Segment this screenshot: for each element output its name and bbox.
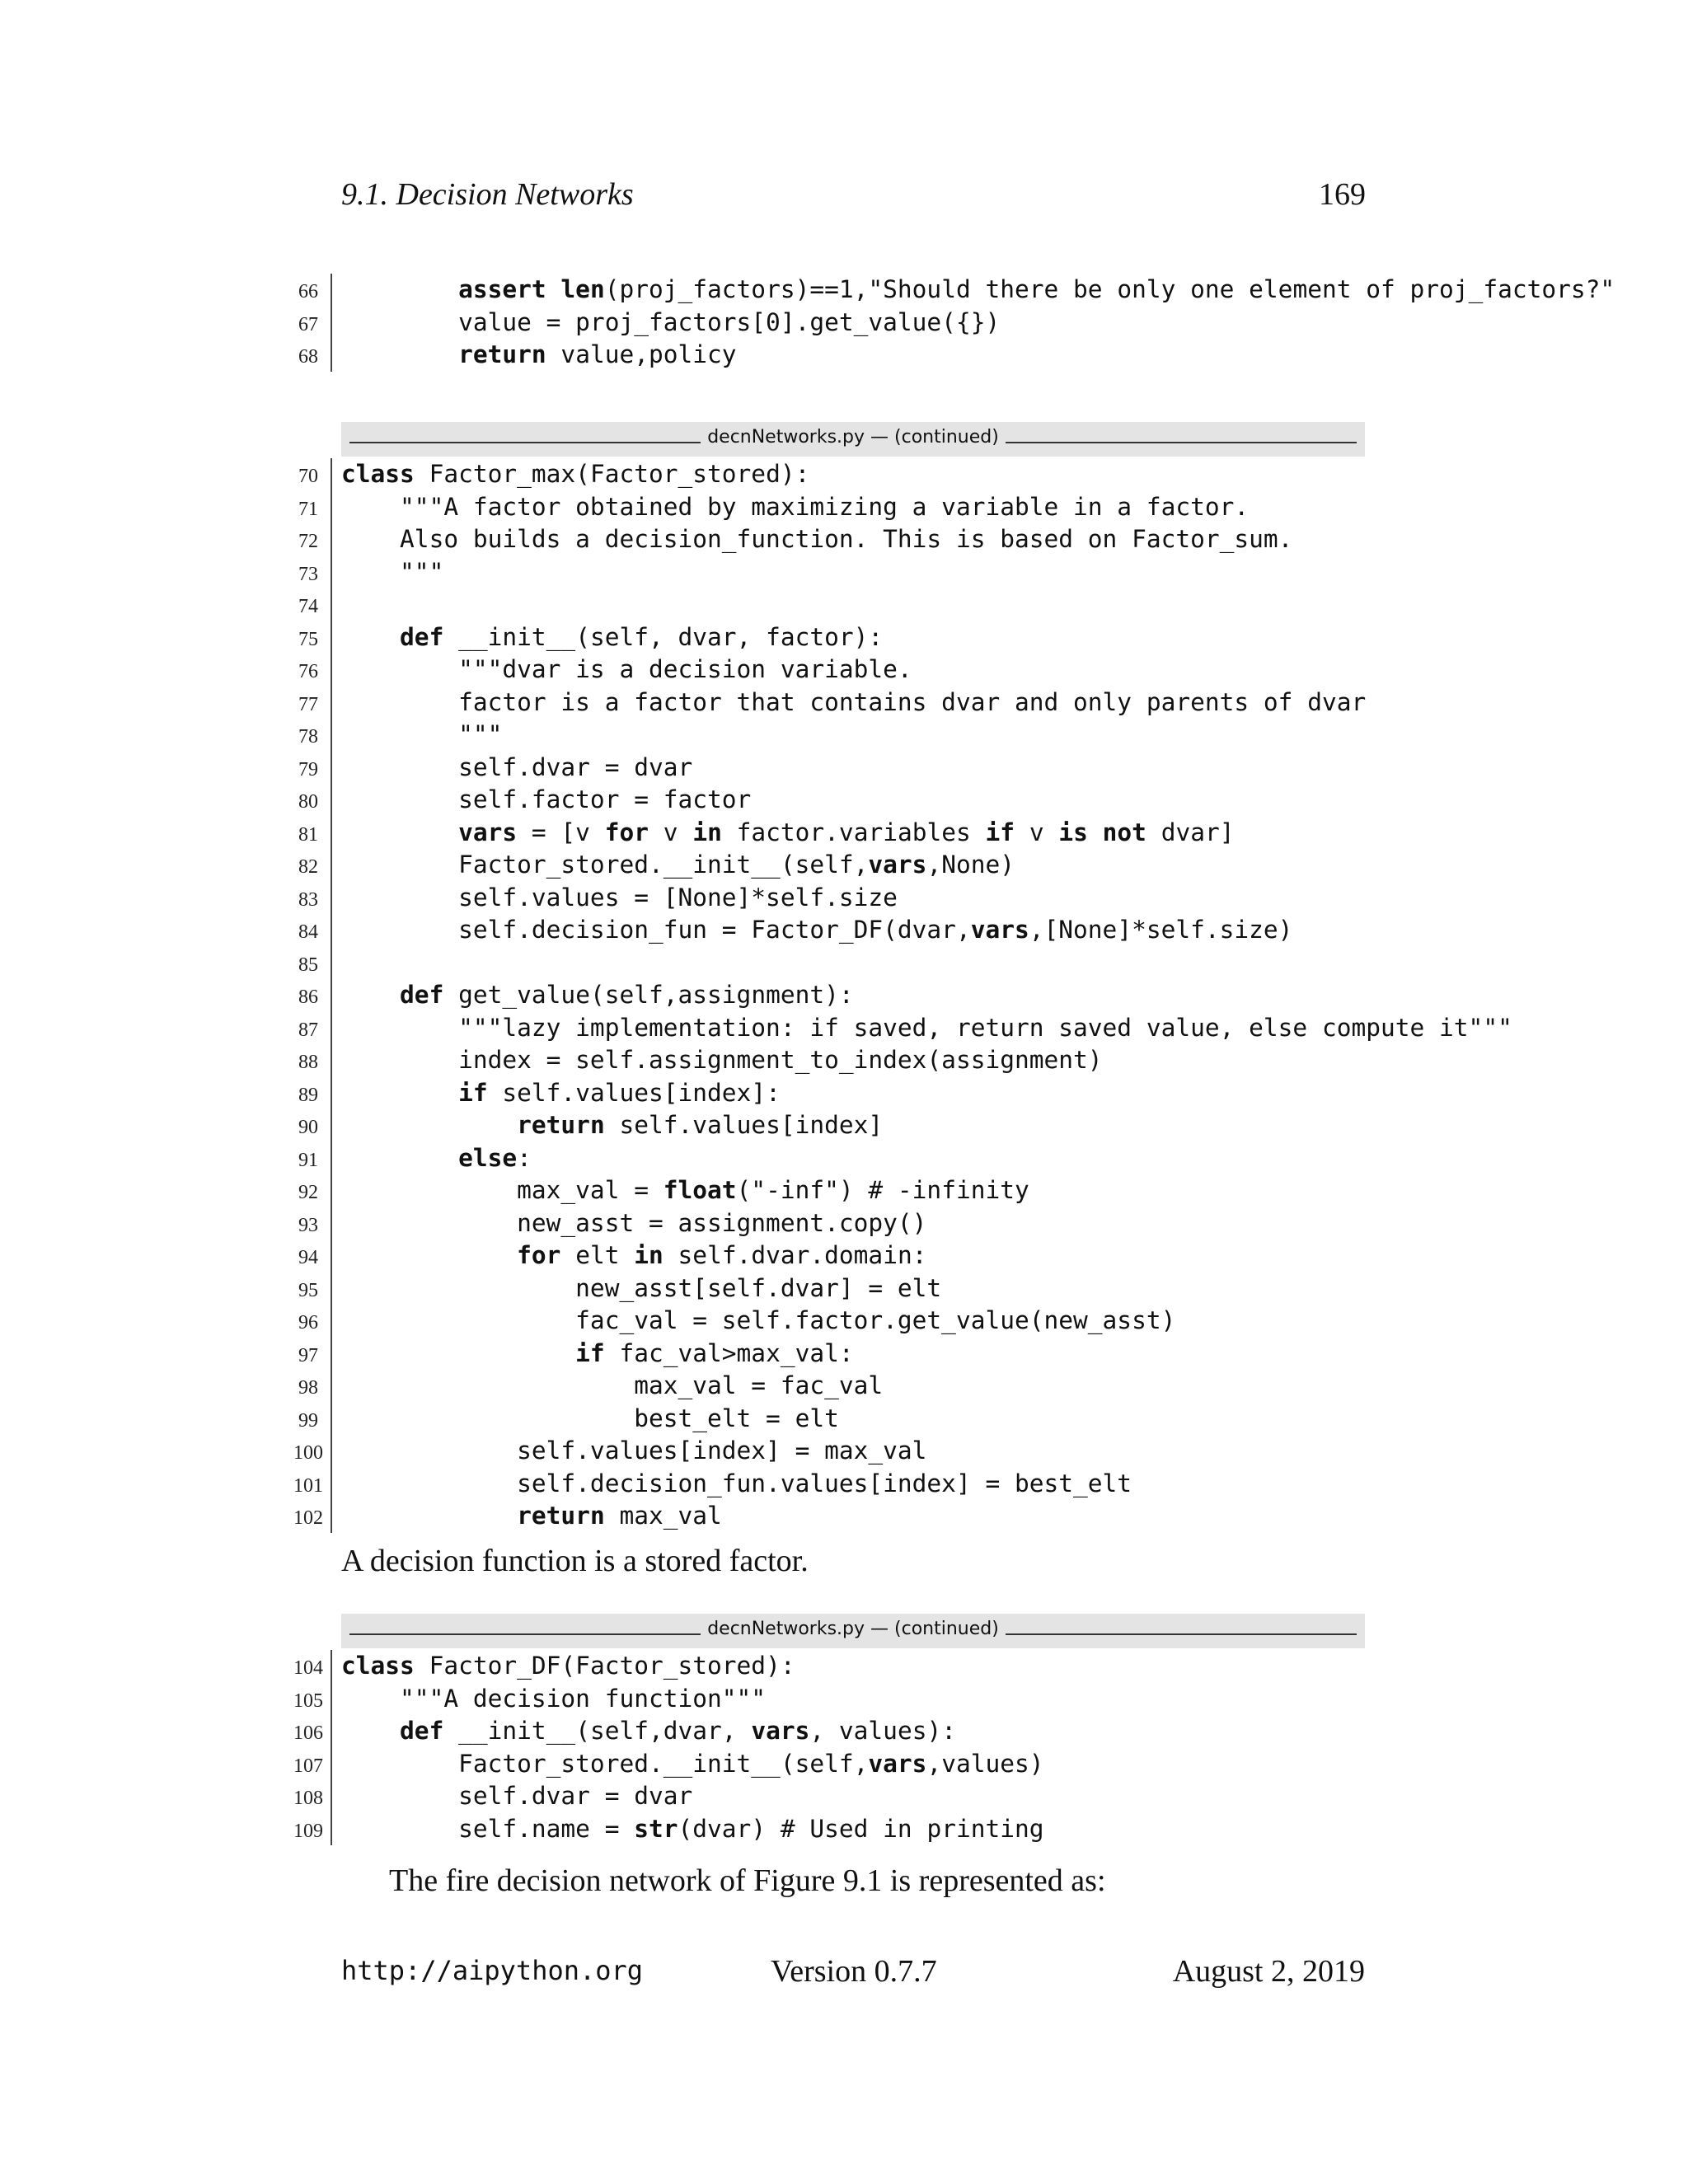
code-margin-rule (331, 458, 332, 491)
code-text: """ (341, 557, 444, 586)
code-margin-rule (331, 1650, 332, 1683)
code-text: Factor_stored.__init__(self,vars,None) (341, 851, 1015, 879)
code-margin-rule (331, 882, 332, 915)
code-margin-rule (331, 1109, 332, 1142)
code-text: for elt in self.dvar.domain: (517, 1241, 927, 1269)
code-margin-rule (331, 1044, 332, 1077)
line-number: 73 (298, 563, 318, 585)
code-margin-rule (331, 914, 332, 947)
code-text: else: (458, 1143, 532, 1172)
footer-date: August 2, 2019 (1172, 1954, 1365, 1989)
line-number: 80 (298, 791, 318, 813)
line-number: 77 (298, 693, 318, 715)
code-text: self.decision_fun.values[index] = best_elt (341, 1469, 1132, 1497)
line-number: 74 (298, 596, 318, 617)
code-text: self.factor = factor (341, 785, 752, 813)
line-number: 67 (298, 313, 318, 335)
code-text: max_val = float("-inf") # -infinity (341, 1176, 1029, 1204)
code-text: def get_value(self,assignment): (400, 981, 854, 1009)
code-text: self.dvar = dvar (341, 752, 693, 781)
line-number: 89 (298, 1084, 318, 1106)
code-text: vars = [v for v in factor.variables if v is not dvar] (458, 818, 1235, 846)
code-margin-rule (331, 1240, 332, 1272)
code-margin-rule (331, 1500, 332, 1533)
code-margin-rule (331, 979, 332, 1012)
line-number: 75 (298, 628, 318, 650)
line-number: 100 (293, 1442, 323, 1464)
line-number: 76 (298, 661, 318, 682)
code-text: new_asst = assignment.copy() (341, 1208, 927, 1237)
line-number: 71 (298, 498, 318, 520)
code-text: class Factor_max(Factor_stored): (341, 460, 810, 488)
code-margin-rule (331, 307, 332, 340)
line-number: 99 (298, 1409, 318, 1432)
code-margin-rule (331, 1403, 332, 1436)
line-number: 70 (298, 466, 318, 487)
line-number: 102 (293, 1507, 323, 1529)
line-number: 108 (293, 1788, 323, 1809)
code-text: """lazy implementation: if saved, return saved value, else compute it""" (341, 1013, 1512, 1042)
code-text: index = self.assignment_to_index(assignment) (341, 1046, 1103, 1074)
code-margin-rule (331, 687, 332, 719)
paragraph: A decision function is a stored factor. (341, 1544, 809, 1578)
line-number: 86 (298, 987, 318, 1008)
line-number: 68 (298, 346, 318, 368)
line-number: 90 (298, 1117, 318, 1138)
line-number: 94 (298, 1247, 318, 1268)
code-margin-rule (331, 1305, 332, 1338)
code-margin-rule (331, 1370, 332, 1403)
line-number: 91 (298, 1149, 318, 1171)
line-number: 101 (293, 1474, 323, 1497)
code-margin-rule (331, 784, 332, 817)
code-margin-rule (331, 1142, 332, 1175)
line-number: 105 (293, 1690, 323, 1712)
code-text: """ (341, 720, 503, 748)
code-text: """dvar is a decision variable. (341, 655, 912, 683)
page-number: 169 (1319, 177, 1366, 212)
paragraph: The fire decision network of Figure 9.1 is represented as: (389, 1863, 1106, 1898)
code-text: def __init__(self, dvar, factor): (400, 622, 884, 651)
code-text: if fac_val>max_val: (575, 1338, 854, 1367)
code-margin-rule (331, 556, 332, 589)
footer-url: http://aipython.org (341, 1955, 644, 1986)
code-margin-rule (331, 523, 332, 556)
code-text: self.values = [None]*self.size (341, 883, 898, 912)
code-margin-rule (331, 588, 332, 621)
line-number: 93 (298, 1214, 318, 1236)
line-number: 85 (298, 954, 318, 976)
code-margin-rule (331, 1748, 332, 1781)
code-margin-rule (331, 719, 332, 752)
code-margin-rule (331, 654, 332, 687)
line-number: 107 (293, 1755, 323, 1777)
code-margin-rule (331, 947, 332, 980)
code-text: self.values[index] = max_val (341, 1436, 927, 1465)
line-number: 84 (298, 921, 318, 943)
line-number: 72 (298, 531, 318, 552)
code-margin-rule (331, 1780, 332, 1813)
code-text: value = proj_factors[0].get_value({}) (341, 307, 1001, 336)
code-text: class Factor_DF(Factor_stored): (341, 1652, 795, 1680)
code-margin-rule (331, 1813, 332, 1846)
line-number: 106 (293, 1722, 323, 1744)
line-number: 83 (298, 888, 318, 911)
code-margin-rule (331, 1683, 332, 1716)
code-text: """A factor obtained by maximizing a variable in a factor. (341, 492, 1250, 521)
listing-header-2 (341, 1614, 1365, 1648)
code-text: fac_val = self.factor.get_value(new_asst) (341, 1306, 1176, 1334)
code-text: factor is a factor that contains dvar and only parents of dvar (341, 687, 1367, 716)
code-margin-rule (331, 491, 332, 524)
code-margin-rule (331, 1207, 332, 1240)
code-margin-rule (331, 274, 332, 307)
code-text: if self.values[index]: (458, 1078, 781, 1107)
code-text: self.dvar = dvar (341, 1782, 693, 1810)
code-margin-rule (331, 339, 332, 372)
footer-version: Version 0.7.7 (771, 1954, 937, 1989)
code-margin-rule (331, 1468, 332, 1501)
code-margin-rule (331, 1174, 332, 1207)
line-number: 78 (298, 726, 318, 748)
line-number: 87 (298, 1019, 318, 1041)
code-text: self.decision_fun = Factor_DF(dvar,vars,[None]*self.size) (341, 916, 1293, 944)
line-number: 95 (298, 1279, 318, 1301)
line-number: 97 (298, 1344, 318, 1366)
code-text: def __init__(self,dvar, vars, values): (400, 1717, 956, 1745)
running-header-title: 9.1. Decision Networks (341, 177, 634, 212)
line-number: 82 (298, 856, 318, 878)
code-margin-rule (331, 1338, 332, 1371)
code-text: return self.values[index] (517, 1111, 884, 1139)
listing-label: decnNetworks.py — (continued) (701, 427, 1006, 448)
code-text: best_elt = elt (341, 1404, 839, 1432)
listing-header-1 (341, 422, 1365, 457)
code-margin-rule (331, 1715, 332, 1748)
line-number: 104 (293, 1657, 323, 1679)
code-margin-rule (331, 1435, 332, 1468)
code-text: new_asst[self.dvar] = elt (341, 1273, 942, 1302)
code-margin-rule (331, 1012, 332, 1045)
code-text: max_val = fac_val (341, 1371, 884, 1399)
line-number: 109 (293, 1820, 323, 1842)
code-margin-rule (331, 752, 332, 785)
code-text: Factor_stored.__init__(self,vars,values) (341, 1749, 1044, 1778)
code-text: assert len(proj_factors)==1,"Should there be only one element of proj_factors?" (458, 275, 1615, 303)
line-number: 79 (298, 758, 318, 780)
line-number: 66 (298, 281, 318, 302)
code-margin-rule (331, 1272, 332, 1305)
code-margin-rule (331, 849, 332, 882)
code-text: Also builds a decision_function. This is based on Factor_sum. (341, 525, 1293, 553)
line-number: 88 (298, 1052, 318, 1073)
code-text: return value,policy (458, 340, 737, 368)
code-text: return max_val (517, 1502, 722, 1530)
line-number: 92 (298, 1182, 318, 1203)
line-number: 81 (298, 823, 318, 846)
code-text: self.name = str(dvar) # Used in printing (341, 1814, 1044, 1843)
code-text: """A decision function""" (341, 1684, 767, 1713)
line-number: 98 (298, 1377, 318, 1399)
code-margin-rule (331, 1077, 332, 1110)
code-margin-rule (331, 817, 332, 850)
code-margin-rule (331, 621, 332, 654)
listing-label: decnNetworks.py — (continued) (701, 1619, 1006, 1639)
line-number: 96 (298, 1312, 318, 1333)
